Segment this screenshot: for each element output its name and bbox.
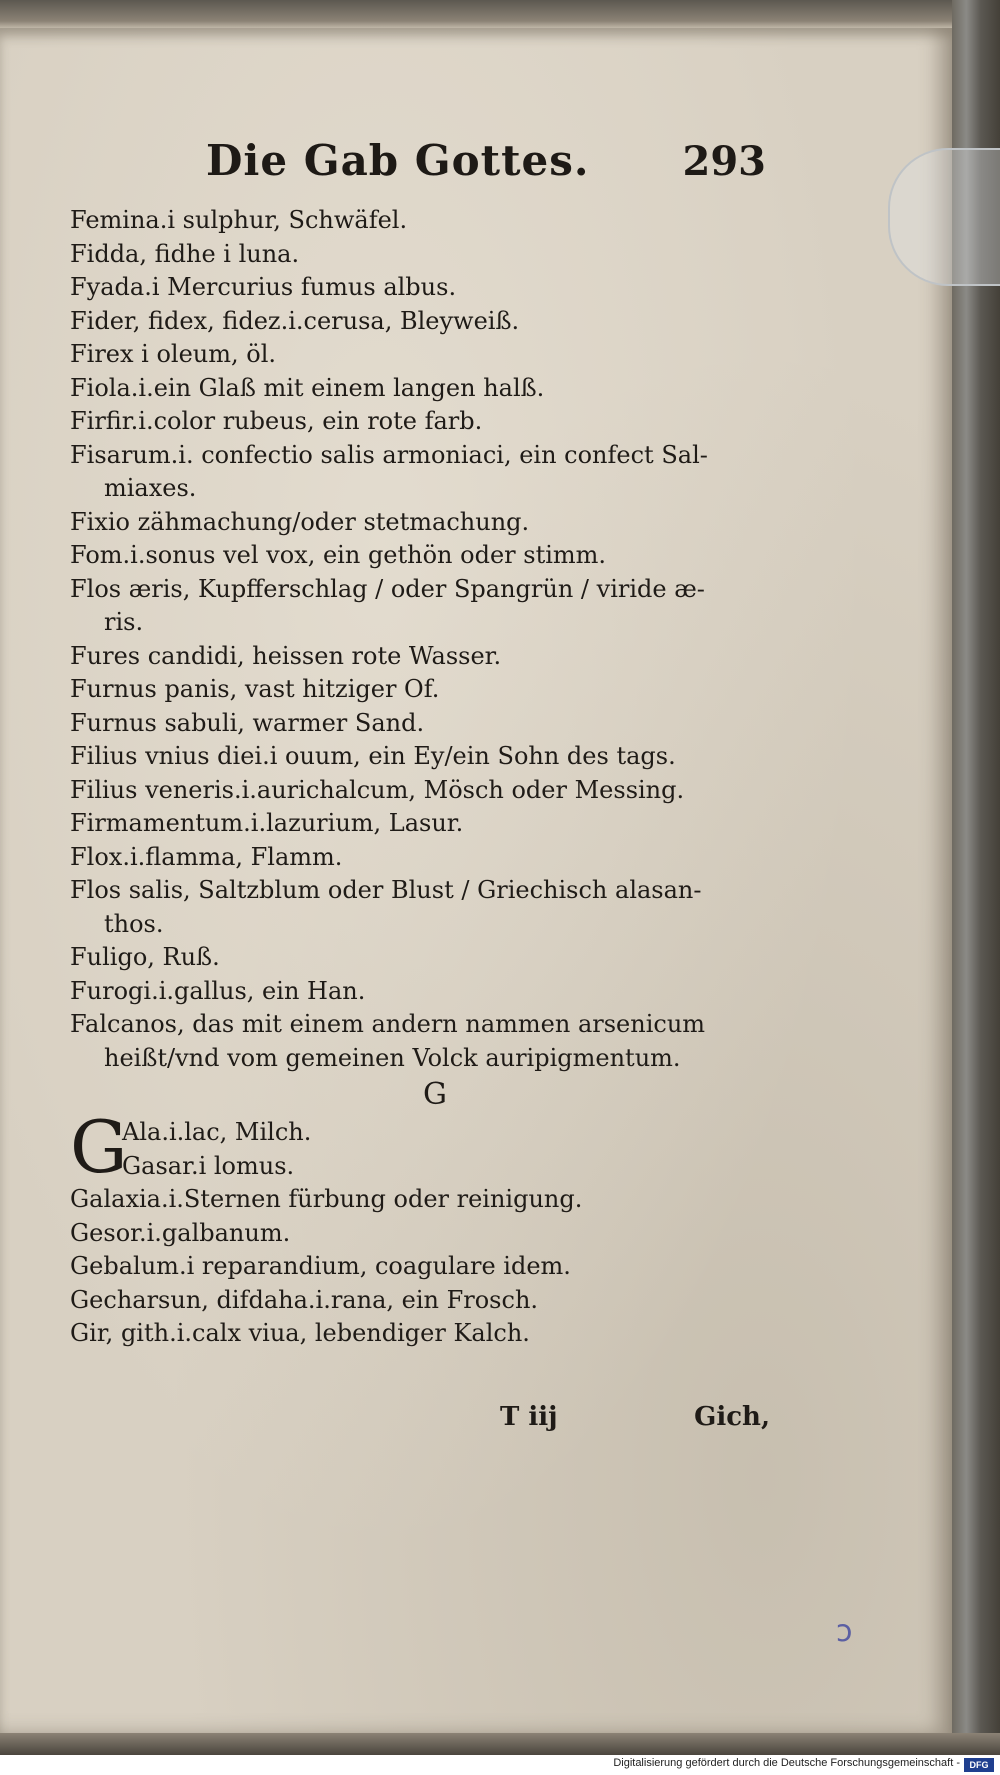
glossary-entry-continuation: ris. xyxy=(104,608,144,636)
page-number: 293 xyxy=(682,138,766,185)
glossary-entry: Flos salis, Saltzblum oder Blust / Griechisch alasan- xyxy=(70,876,702,904)
credit-text: Digitalisierung gefördert durch die Deutsche Forschungsgemeinschaft - xyxy=(613,1757,960,1769)
drop-cap-entry xyxy=(70,1105,770,1189)
glossary-entry: Gasar.i lomus. xyxy=(122,1152,295,1180)
glossary-entry: Gesor.i.galbanum. xyxy=(70,1218,291,1247)
book-bottom-edge xyxy=(0,1733,1000,1755)
glossary-entry-continuation: miaxes. xyxy=(104,474,197,502)
glossary-entry-continuation: thos. xyxy=(104,909,164,938)
glossary-entry: Fom.i.sonus vel vox, ein gethön oder stimm. xyxy=(70,541,607,569)
glossary-entry: Gecharsun, difdaha.i.rana, ein Frosch. xyxy=(70,1285,539,1314)
glossary-entry: Furogi.i.gallus, ein Han. xyxy=(70,976,366,1005)
glossary-entry: Galaxia.i.Sternen fürbung oder reinigung. xyxy=(70,1185,583,1213)
glossary-entry: Firmamentum.i.lazurium, Lasur. xyxy=(70,809,464,837)
page-clip xyxy=(888,148,1000,286)
glossary-entry: Falcanos, das mit einem andern nammen arsenicum xyxy=(70,1010,706,1038)
glossary-entry: Fuligo, Ruß. xyxy=(70,943,220,971)
signature-mark: T iij xyxy=(500,1402,558,1432)
section-letter-heading: G xyxy=(423,1077,447,1112)
glossary-entry: Fidda, fidhe i luna. xyxy=(70,239,300,268)
glossary-entry: Firfir.i.color rubeus, ein rote farb. xyxy=(70,407,483,435)
glossary-entry: Filius veneris.i.aurichalcum, Mösch oder Messing. xyxy=(70,775,685,804)
glossary-entry-continuation: heißt/vnd vom gemeinen Volck auripigmentum. xyxy=(104,1043,681,1072)
glossary-entry: Ala.i.lac, Milch. xyxy=(122,1118,312,1146)
glossary-entry: Gebalum.i reparandium, coagulare idem. xyxy=(70,1252,571,1280)
dfg-logo: DFG xyxy=(964,1758,994,1772)
glossary-entry: Furnus panis, vast hitziger Of. xyxy=(70,675,440,703)
glossary-entry: Flos æris, Kupfferschlag / oder Spangrün / viride æ- xyxy=(70,574,705,603)
catchword: Gich, xyxy=(694,1402,770,1432)
book-page xyxy=(0,28,952,1733)
margin-mark: ↄ xyxy=(836,1614,853,1649)
glossary-entry: Fyada.i Mercurius fumus albus. xyxy=(70,273,457,301)
glossary-entry: Fisarum.i. confectio salis armoniaci, ein confect Sal- xyxy=(70,440,708,469)
drop-cap: G xyxy=(70,1105,128,1189)
glossary-entry: Femina.i sulphur, Schwäfel. xyxy=(70,206,408,234)
glossary-entry: Fiola.i.ein Glaß mit einem langen halß. xyxy=(70,373,545,402)
glossary-entry: Filius vnius diei.i ouum, ein Ey/ein Sohn des tags. xyxy=(70,742,676,770)
book-top-edge xyxy=(0,0,960,30)
glossary-entry: Flox.i.flamma, Flamm. xyxy=(70,842,343,871)
page-footer xyxy=(70,1402,770,1442)
glossary-entry: Furnus sabuli, warmer Sand. xyxy=(70,708,425,737)
glossary-entry: Fixio zähmachung/oder stetmachung. xyxy=(70,507,530,536)
glossary-entry: Fures candidi, heissen rote Wasser. xyxy=(70,641,502,670)
glossary-entry: Firex i oleum, öl. xyxy=(70,340,277,368)
glossary-text xyxy=(70,204,770,1351)
glossary-entry: Fider, fidex, fidez.i.cerusa, Bleyweiß. xyxy=(70,306,520,335)
glossary-entry: Gir, gith.i.calx viua, lebendiger Kalch. xyxy=(70,1319,530,1347)
running-head: Die Gab Gottes. xyxy=(206,136,590,185)
page-header xyxy=(206,136,766,196)
digitization-credit-bar xyxy=(0,1755,1000,1775)
